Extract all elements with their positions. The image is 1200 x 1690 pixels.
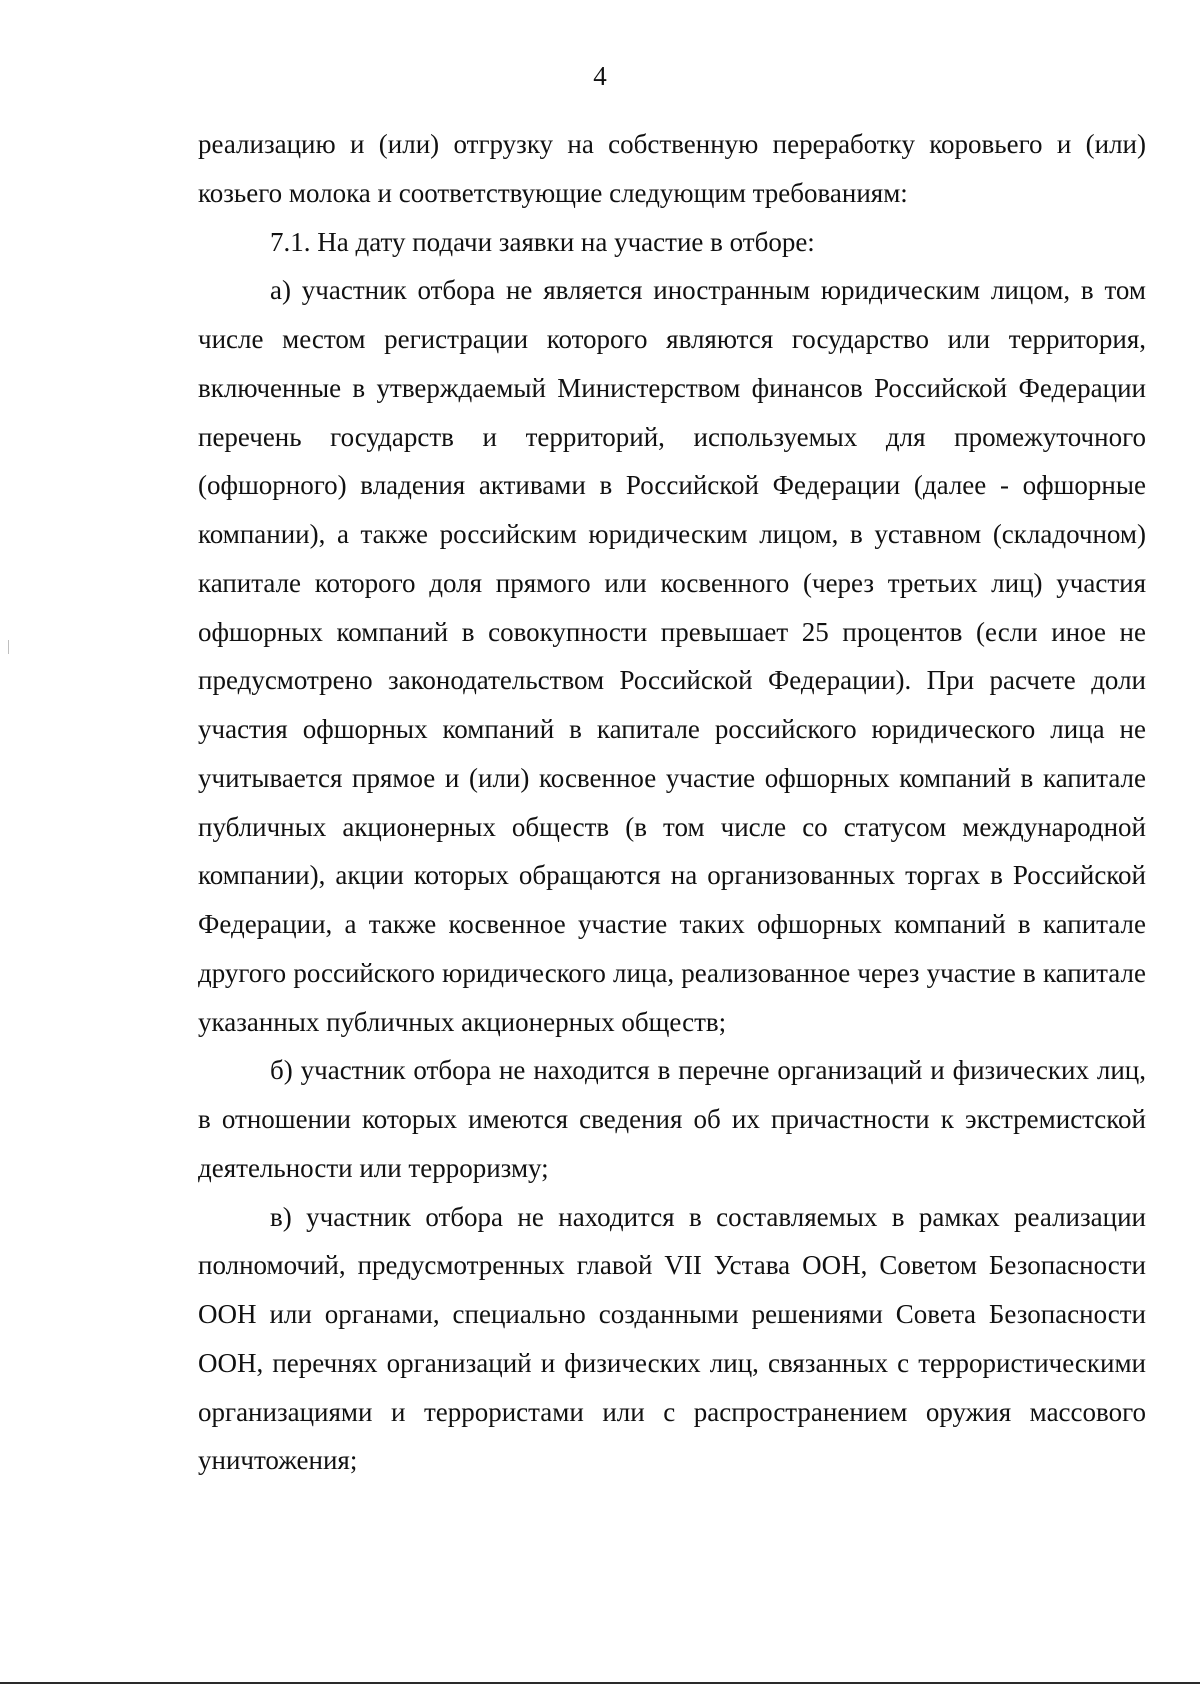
page-number: 4 [593, 61, 607, 91]
margin-scan-mark [8, 640, 9, 654]
paragraph-item-a: а) участник отбора не является иностранным юридическим лицом, в том числе местом регистрации которого являются государство или территория, включенные в утверждаемый Министерством финансов Российской Федерации перечень государств и территорий, используемых для промежуточного (офшорного) владения активами в Российской Федерации (далее - офшорные компании), а также российским юридическим лицом, в уставном (складочном) капитале которого доля прямого или косвенного (через третьих лиц) участия офшорных компаний в совокупности превышает 25 процентов (если иное не предусмотрено законодательством Российской Федерации). При расчете доли участия офшорных компаний в капитале российского юридического лица не учитывается прямое и (или) косвенное участие офшорных компаний в капитале публичных акционерных обществ (в том числе со статусом международной компании), акции которых обращаются на организованных торгах в Российской Федерации, а также косвенное участие таких офшорных компаний в капитале другого российского юридического лица, реализованное через участие в капитале указанных публичных акционерных обществ; [198, 275, 1146, 1037]
paragraph-clause-7-1: 7.1. На дату подачи заявки на участие в отборе: [270, 226, 815, 257]
bottom-scan-edge [0, 1682, 1200, 1684]
paragraph-continuation: реализацию и (или) отгрузку на собственную переработку коровьего и (или) козьего молока и соответствующие следующим требованиям: [198, 129, 1146, 208]
paragraph-item-b: б) участник отбора не находится в перечне организаций и физических лиц, в отношении которых имеются сведения об их причастности к экстремистской деятельности или терроризму; [198, 1055, 1146, 1183]
paragraph-item-v: в) участник отбора не находится в составляемых в рамках реализации полномочий, предусмотренных главой VII Устава ООН, Советом Безопасности ООН или органами, специально созданными решениями Совета Безопасности ООН, перечнях организаций и физических лиц, связанных с террористическими организациями и террористами или с распространением оружия массового уничтожения; [198, 1201, 1146, 1476]
document-body [198, 120, 1146, 1485]
